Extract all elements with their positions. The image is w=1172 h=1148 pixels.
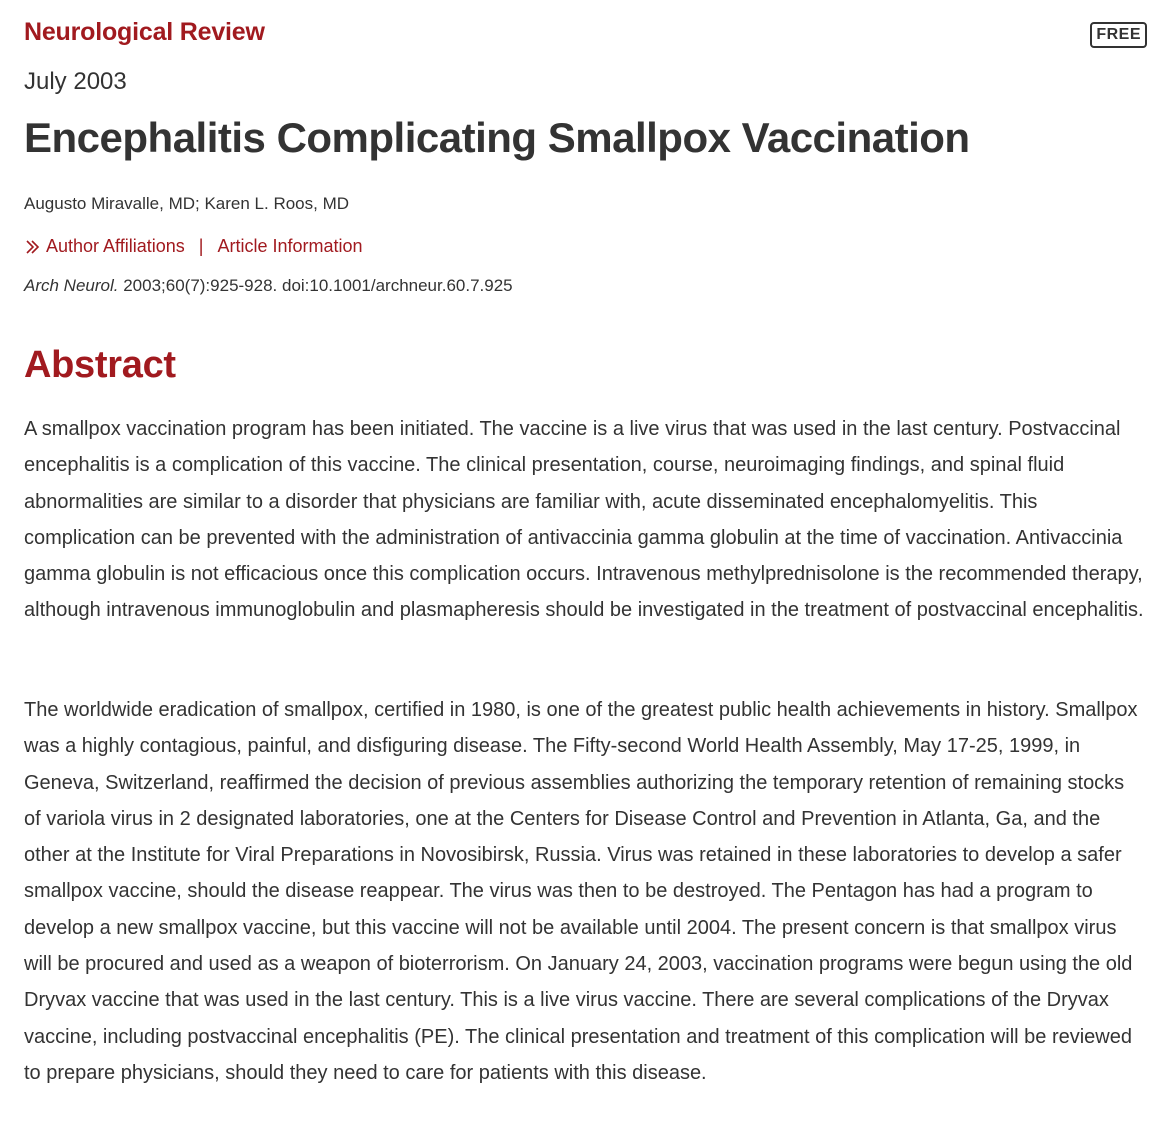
article-links (24, 236, 363, 257)
section-label[interactable]: Neurological Review (24, 18, 265, 46)
article-information-link[interactable]: Article Information (217, 236, 363, 256)
link-separator: | (198, 236, 204, 256)
author-affiliations-link[interactable]: Author Affiliations (46, 236, 185, 256)
body-paragraph: The worldwide eradication of smallpox, certified in 1980, is one of the greatest public health achievements in history. Smallpox was a highly contagious, painful, and disfiguring disease. The Fifty-second World Health Assembly, May 17-25, 1999, in Geneva, Switzerland, reaffirmed the decision of previous assemblies authorizing the temporary retention of remaining stocks of variola virus in 2 designated laboratories, one at the Centers for Disease Control and Prevention in Atlanta, Ga, and the other at the Institute for Viral Preparations in Novosibirsk, Russia. Virus was retained in these laboratories to develop a safer smallpox vaccine, should the disease reappear. The virus was then to be destroyed. The Pentagon has had a program to develop a new smallpox vaccine, but this vaccine will not be available until 2004. The present concern is that smallpox virus will be procured and used as a weapon of bioterrorism. On January 24, 2003, vaccination programs were begun using the old Dryvax vaccine that was used in the last century. This is a live virus vaccine. There are several complications of the Dryvax vaccine, including postvaccinal encephalitis (PE). The clinical presentation and treatment of this complication will be reviewed to prepare physicians, should they need to care for patients with this disease. (24, 699, 1138, 1084)
author-list[interactable]: Augusto Miravalle, MD; Karen L. Roos, MD (24, 194, 350, 213)
abstract-paragraph: A smallpox vaccination program has been initiated. The vaccine is a live virus that was used in the last century. Postvaccinal encephalitis is a complication of this vaccine. The clinical presentation, course, neuroimaging findings, and spinal fluid abnormalities are similar to a disorder that physicians are familiar with, acute disseminated encephalomyelitis. This complication can be prevented with the administration of antivaccinia gamma globulin at the time of vaccination. Antivaccinia gamma globulin is not efficacious once this complication occurs. Intravenous methylprednisolone is the recommended therapy, although intravenous immunoglobulin and plasmapheresis should be investigated in the treatment of postvaccinal encephalitis. (24, 418, 1144, 622)
double-chevron-right-icon (24, 238, 42, 256)
citation-details: 2003;60(7):925-928. doi:10.1001/archneur.60.7.925 (118, 276, 513, 295)
citation-journal: Arch Neurol. (24, 276, 119, 295)
abstract-heading: Abstract (24, 344, 176, 386)
article-title: Encephalitis Complicating Smallpox Vaccination (24, 114, 970, 161)
publication-date: July 2003 (24, 68, 127, 95)
citation (24, 276, 513, 296)
free-badge: FREE (1090, 22, 1147, 48)
